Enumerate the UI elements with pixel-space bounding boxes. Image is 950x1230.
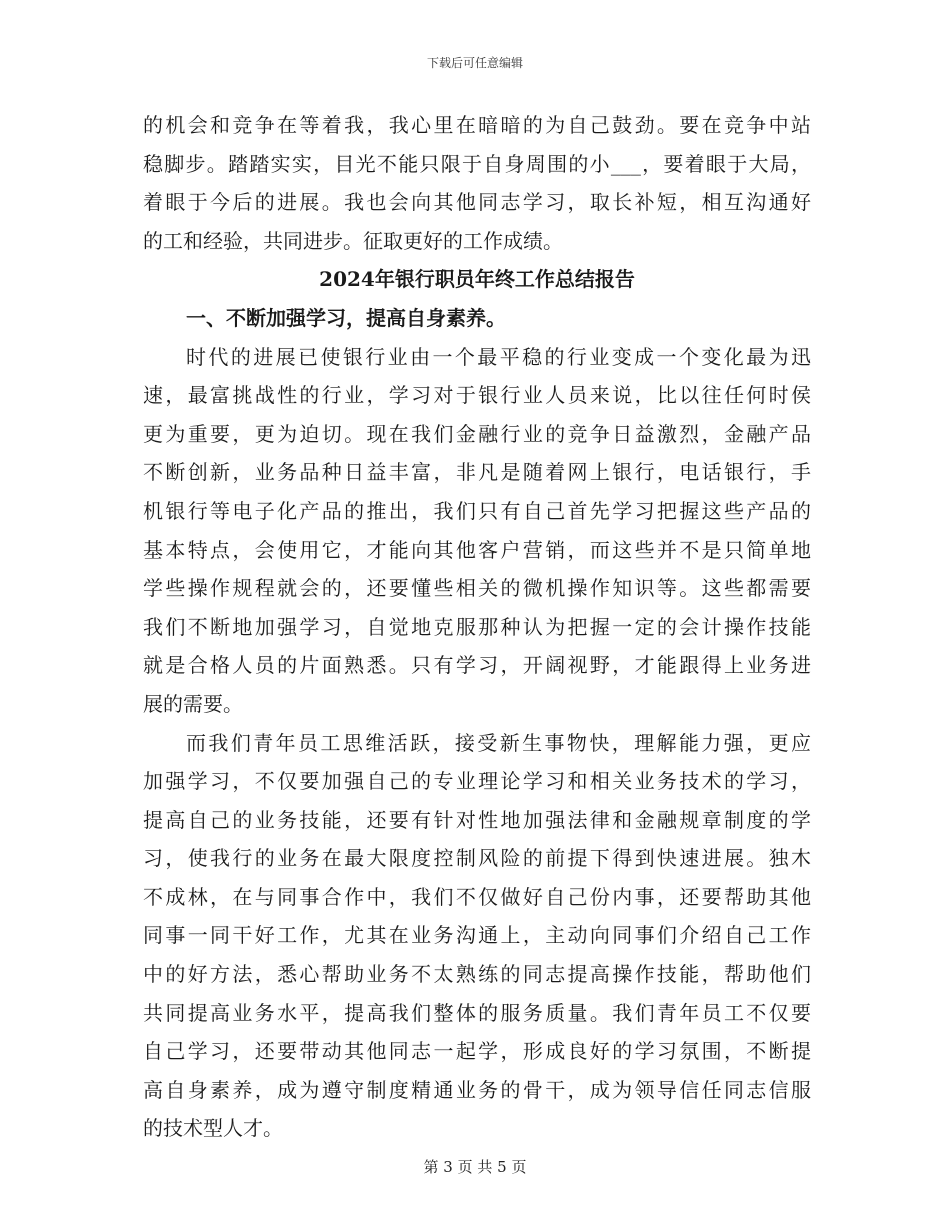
body-line: 更为重要，更为迫切。现在我们金融行业的竞争日益激烈，金融产品 xyxy=(143,421,811,446)
body-line: 速，最富挑战性的行业，学习对于银行业人员来说，比以往任何时侯 xyxy=(143,383,811,408)
document-title: 2024年银行职员年终工作总结报告 xyxy=(319,267,635,292)
body-line: 同事一同干好工作，尤其在业务沟通上，主动向同事们介绍自己工作 xyxy=(143,923,811,948)
body-line: 的工和经验，共同进步。征取更好的工作成绩。 xyxy=(143,228,563,253)
body-line: 机银行等电子化产品的推出，我们只有自己首先学习把握这些产品的 xyxy=(143,498,811,523)
body-line: 基本特点，会使用它，才能向其他客户营销，而这些并不是只简单地 xyxy=(143,537,811,562)
body-line: 共同提高业务水平，提高我们整体的服务质量。我们青年员工不仅要 xyxy=(143,1000,811,1025)
body-line: 不成林，在与同事合作中，我们不仅做好自己份内事，还要帮助其他 xyxy=(143,884,811,909)
body-line: 加强学习，不仅要加强自己的专业理论学习和相关业务技术的学习， xyxy=(143,769,811,794)
body-line: 展的需要。 xyxy=(143,691,243,716)
body-line: 而我们青年员工思维活跃，接受新生事物快，理解能力强，更应 xyxy=(186,730,811,755)
body-line: 习，使我行的业务在最大限度控制风险的前提下得到快速进展。独木 xyxy=(143,846,811,871)
body-line: 我们不断地加强学习，自觉地克服那种认为把握一定的会计操作技能 xyxy=(143,614,811,639)
body-line: 中的好方法，悉心帮助业务不太熟练的同志提高操作技能，帮助他们 xyxy=(143,962,811,987)
body-line: 学些操作规程就会的，还要懂些相关的微机操作知识等。这些都需要 xyxy=(143,576,811,601)
page-indicator: 第 3 页 共 5 页 xyxy=(423,1158,527,1176)
body-line: 的机会和竞争在等着我，我心里在暗暗的为自己鼓劲。要在竞争中站 xyxy=(143,113,811,137)
body-line: 的技术型人才。 xyxy=(143,1116,283,1141)
page-header: 下载后可任意编辑 xyxy=(426,56,523,70)
body-line: 不断创新，业务品种日益丰富，非凡是随着网上银行，电话银行，手 xyxy=(143,460,811,485)
document-body xyxy=(143,106,811,1148)
section-heading: 一、不断加强学习，提高自身素养。 xyxy=(186,305,506,330)
body-line: 时代的进展已使银行业由一个最平稳的行业变成一个变化最为迅 xyxy=(186,344,811,369)
body-line: 高自身素养，成为遵守制度精通业务的骨干，成为领导信任同志信服 xyxy=(143,1077,811,1102)
body-line: 提高自己的业务技能，还要有针对性地加强法律和金融规章制度的学 xyxy=(143,807,811,832)
body-line: 着眼于今后的进展。我也会向其他同志学习，取长补短，相互沟通好 xyxy=(143,190,811,215)
body-line: 就是合格人员的片面熟悉。只有学习，开阔视野，才能跟得上业务进 xyxy=(143,653,811,678)
body-line: 自己学习，还要带动其他同志一起学，形成良好的学习氛围，不断提 xyxy=(143,1039,811,1064)
body-line: 稳脚步。踏踏实实，目光不能只限于自身周围的小___，要着眼于大局， xyxy=(143,151,811,176)
